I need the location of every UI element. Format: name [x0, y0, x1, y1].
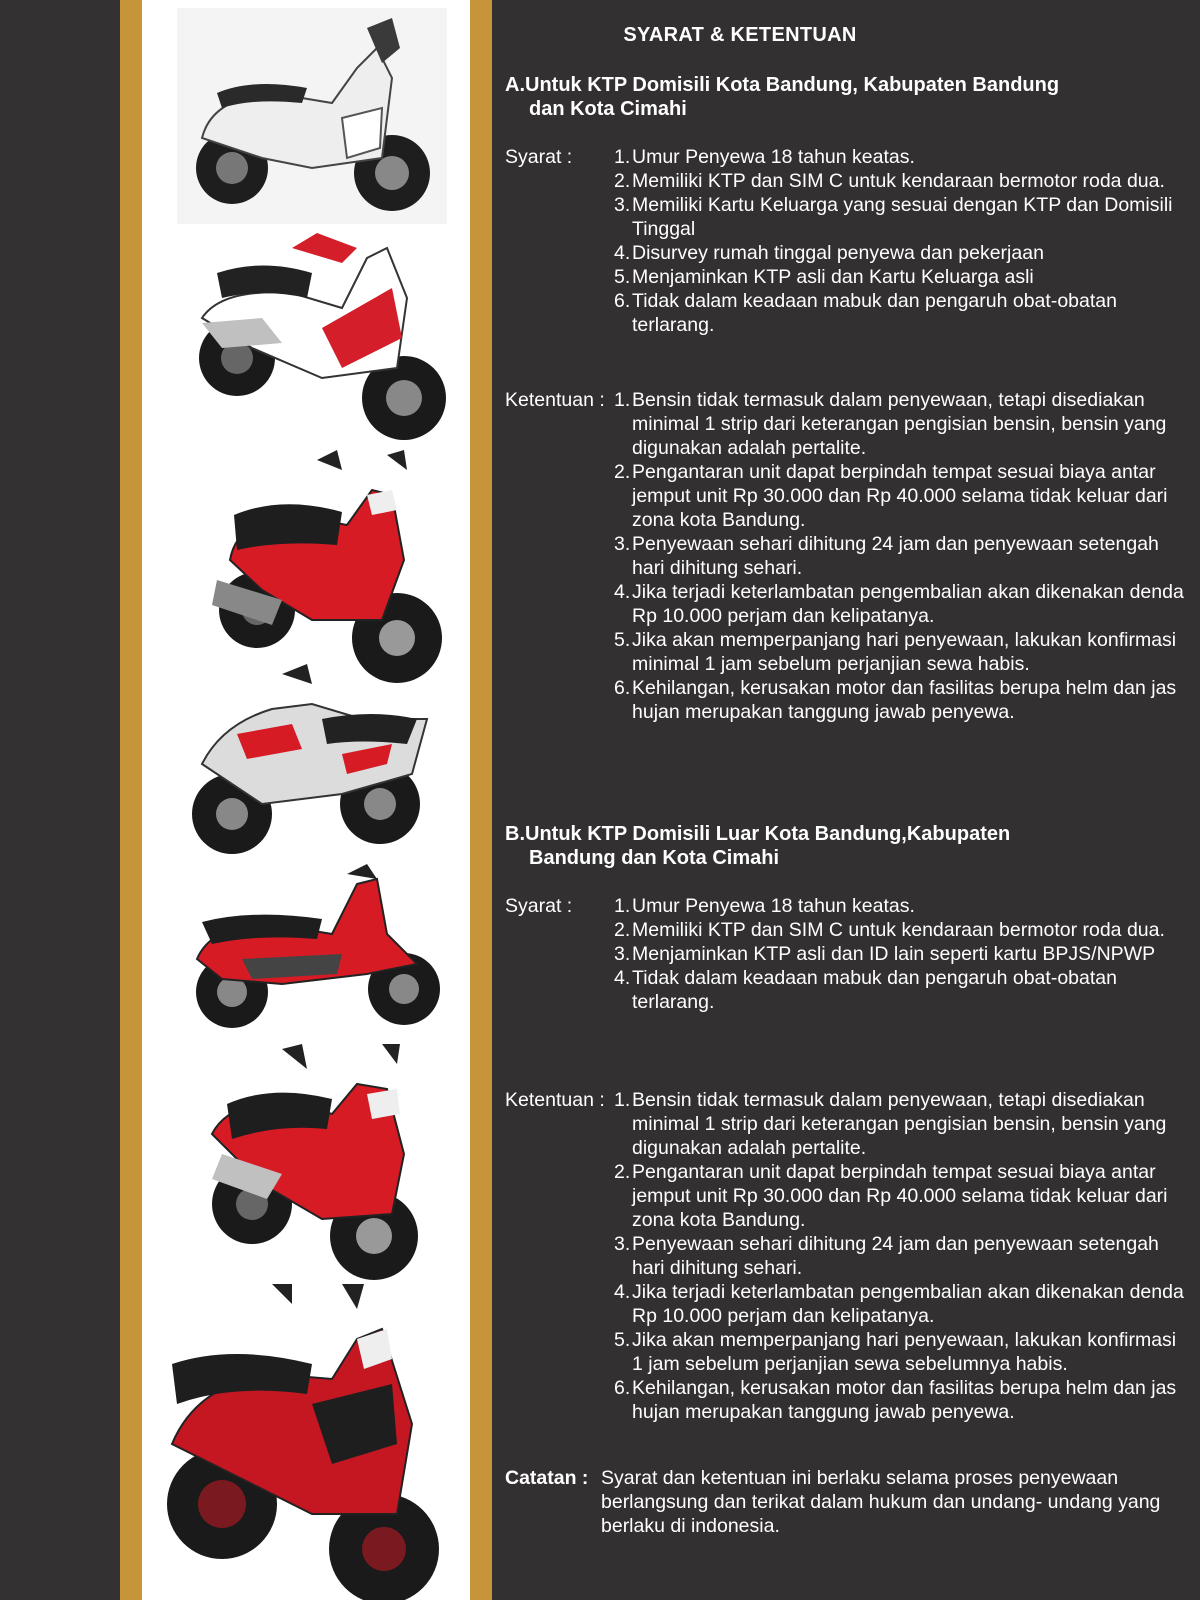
red-scooter-icon [142, 450, 470, 688]
page-title: SYARAT & KETENTUAN [623, 24, 857, 46]
section-a-heading [505, 73, 1059, 121]
list-item: 1. Umur Penyewa 18 tahun keatas. [614, 895, 915, 917]
list-item: 5. Menjaminkan KTP asli dan Kartu Keluarga asli [614, 266, 1034, 288]
list-item: 6. Kehilangan, kerusakan motor dan fasilitas berupa helm dan jas hujan merupakan tanggung jawab penyewa. [614, 1377, 1177, 1423]
list-item: 6. Kehilangan, kerusakan motor dan fasilitas berupa helm dan jas hujan merupakan tanggung jawab penyewa. [614, 677, 1177, 723]
list-item: 2. Pengantaran unit dapat berpindah tempat sesuai biaya antar jemput unit Rp 30.000 dan Rp 40.000 selama tidak keluar dari zona kota Bandung. [614, 1161, 1168, 1231]
ketentuan-list [614, 388, 1184, 724]
motorcycle-photo-strip [142, 0, 470, 1600]
gold-stripe-left [120, 0, 142, 1600]
list-item: 1. Bensin tidak termasuk dalam penyewaan, tetapi disediakan minimal 1 strip dari keterangan pengisian bensin, bensin yang digunakan adalah pertalite. [614, 1089, 1167, 1159]
ketentuan-label: Ketentuan : [505, 389, 605, 411]
list-item: 2. Memiliki KTP dan SIM C untuk kendaraan bermotor roda dua. [614, 170, 1165, 192]
red-black-scooter-icon [142, 1284, 470, 1600]
red-classic-scooter-icon [142, 864, 470, 1044]
syarat-list [614, 145, 1184, 337]
section-b-heading-line1: B.Untuk KTP Domisili Luar Kota Bandung,Kabupaten [505, 823, 1011, 845]
list-item: 4. Jika terjadi keterlambatan pengembalian akan dikenakan denda Rp 10.000 perjam dan kelipatanya. [614, 581, 1184, 627]
white-scooter-icon [142, 8, 470, 228]
list-item: 4. Disurvey rumah tinggal penyewa dan pekerjaan [614, 242, 1044, 264]
list-item: 3. Penyewaan sehari dihitung 24 jam dan penyewaan setengah hari dihitung sehari. [614, 1233, 1159, 1279]
list-item: 5. Jika akan memperpanjang hari penyewaan, lakukan konfirmasi 1 jam sebelum perjanjian sewa sebelumnya habis. [614, 1329, 1177, 1375]
list-item: 1. Bensin tidak termasuk dalam penyewaan, tetapi disediakan minimal 1 strip dari keterangan pengisian bensin, bensin yang digunakan adalah pertalite. [614, 389, 1167, 459]
list-item: 6. Tidak dalam keadaan mabuk dan pengaruh obat-obatan terlarang. [614, 290, 1117, 336]
ketentuan-list [614, 1088, 1184, 1424]
section-b-heading-line2: Bandung dan Kota Cimahi [529, 847, 779, 869]
left-dark-edge [0, 0, 120, 1600]
list-item: 3. Memiliki Kartu Keluarga yang sesuai dengan KTP dan Domisili Tinggal [614, 194, 1173, 240]
catatan-label: Catatan : [505, 1467, 589, 1489]
section-a-heading-line1: A.Untuk KTP Domisili Kota Bandung, Kabupaten Bandung [505, 74, 1060, 96]
ketentuan-label: Ketentuan : [505, 1089, 605, 1111]
section-b-heading [505, 822, 1010, 870]
catatan-text: Syarat dan ketentuan ini berlaku selama proses penyewaan berlangsung dan terikat dalam hukum dan undang- undang yang berlaku di indonesia. [601, 1467, 1161, 1537]
list-item: 1. Umur Penyewa 18 tahun keatas. [614, 146, 915, 168]
silver-red-scooter-icon [142, 664, 470, 864]
syarat-label: Syarat : [505, 895, 573, 917]
list-item: 4. Tidak dalam keadaan mabuk dan pengaruh obat-obatan terlarang. [614, 967, 1117, 1013]
section-a-heading-line2: dan Kota Cimahi [529, 98, 687, 120]
list-item: 2. Pengantaran unit dapat berpindah tempat sesuai biaya antar jemput unit Rp 30.000 dan Rp 40.000 selama tidak keluar dari zona kota Bandung. [614, 461, 1168, 531]
gold-stripe-right [470, 0, 492, 1600]
syarat-list [614, 894, 1184, 1014]
list-item: 4. Jika terjadi keterlambatan pengembalian akan dikenakan denda Rp 10.000 perjam dan kelipatanya. [614, 1281, 1184, 1327]
syarat-label: Syarat : [505, 146, 573, 168]
red-white-scooter-icon [142, 228, 470, 450]
list-item: 3. Menjaminkan KTP asli dan ID lain seperti kartu BPJS/NPWP [614, 943, 1156, 965]
red-honda-scooter-icon [142, 1044, 470, 1284]
list-item: 2. Memiliki KTP dan SIM C untuk kendaraan bermotor roda dua. [614, 919, 1165, 941]
list-item: 3. Penyewaan sehari dihitung 24 jam dan penyewaan setengah hari dihitung sehari. [614, 533, 1159, 579]
list-item: 5. Jika akan memperpanjang hari penyewaan, lakukan konfirmasi minimal 1 jam sebelum perjanjian sewa habis. [614, 629, 1177, 675]
